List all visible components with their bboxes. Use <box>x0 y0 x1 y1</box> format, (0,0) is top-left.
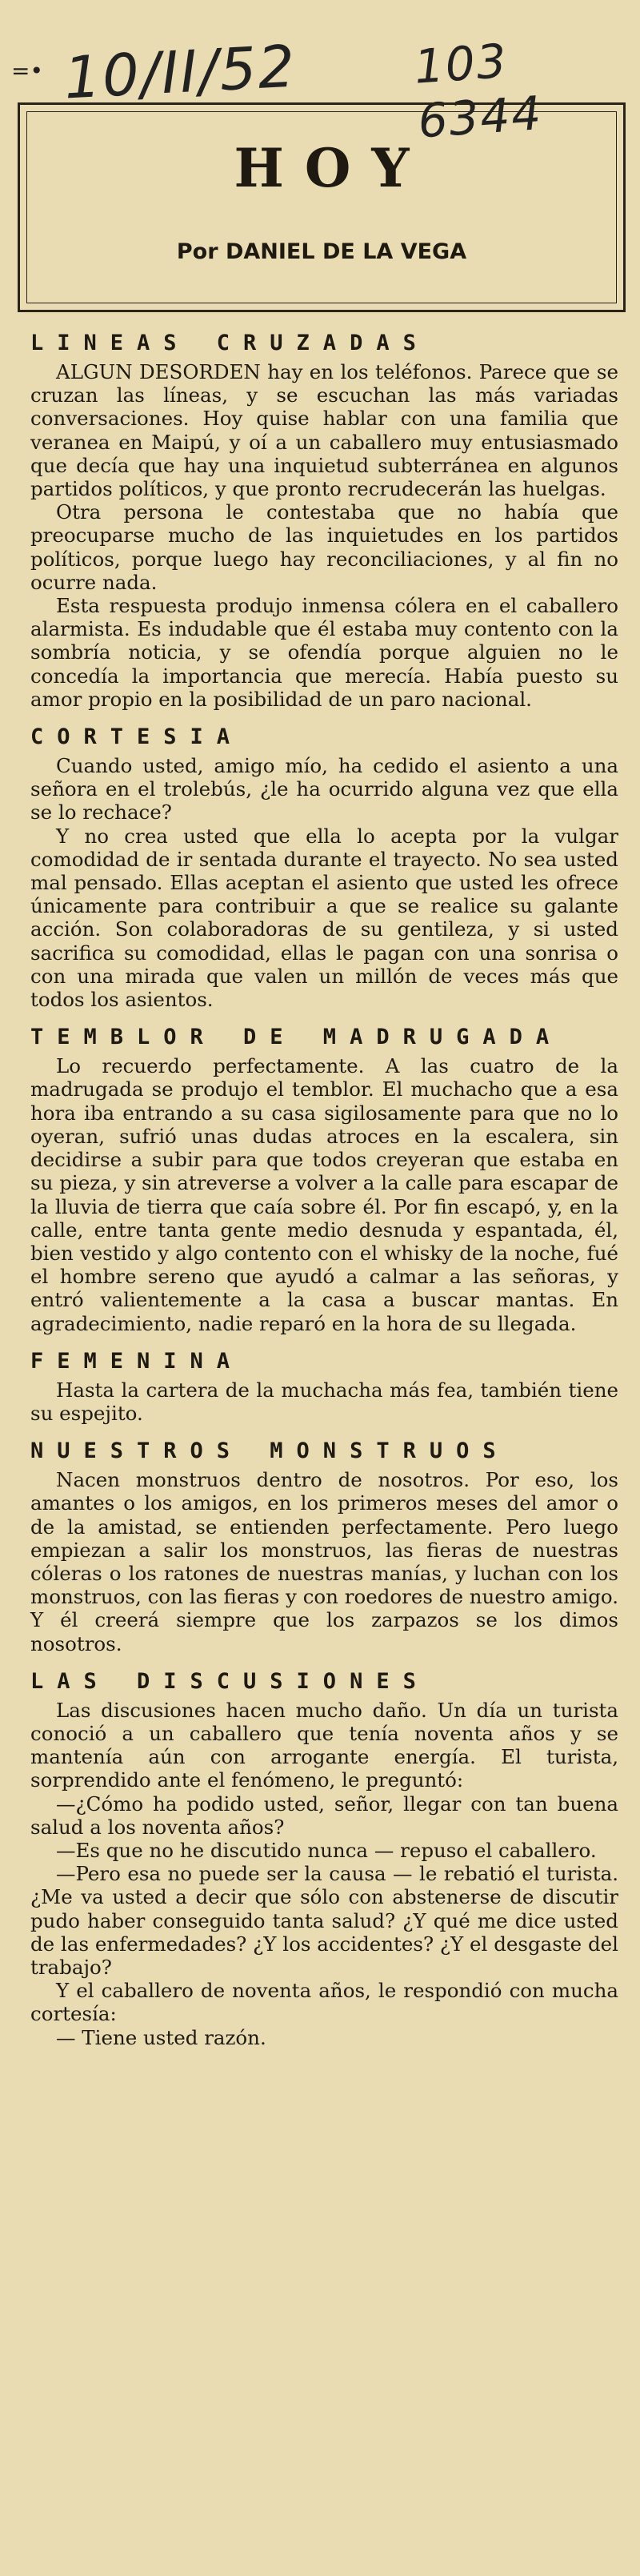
section-lineas-cruzadas <box>30 331 618 711</box>
section-femenina <box>30 1350 618 1425</box>
section-temblor-de-madrugada <box>30 1025 618 1334</box>
paragraph: Lo recuerdo perfectamente. A las cuatro de la madrugada se produjo el temblor. El muchacho que a esa hora iba entrando a su casa sigilosamente para que no lo oyeran, sufrió unas dudas atroces en la escalera, sin decidirse a subir para que todos creyeran que estaba en su pieza, y sin atreverse a volver a la calle para escapar de la lluvia de tierra que caía sobre él. Por fin escapó, y, en la calle, entre tanta gente medio desnuda y espantada, él, bien vestido y algo contento con el whisky de la noche, fué el hombre sereno que ayudó a calmar a las señoras, y entró valientemente a la casa a buscar mantas. En agradecimiento, nadie reparó en la hora de su llegada. <box>30 1054 618 1335</box>
handwritten-annotation <box>0 14 640 149</box>
section-heading: LAS DISCUSIONES <box>30 1668 430 1694</box>
section-cortesia <box>30 725 618 1011</box>
paragraph: Otra persona le contestaba que no había que preocuparse mucho de las inquietudes en los partidos políticos, porque luego hay reconciliaciones, y al fin no ocurre nada. <box>30 500 618 594</box>
paragraph: Hasta la cartera de la muchacha más fea, también tiene su espejito. <box>30 1378 618 1425</box>
paragraph: ALGUN DESORDEN hay en los teléfonos. Parece que se cruzan las líneas, y se escuchan las más variadas conversaciones. Hoy quise hablar con una familia que veranea en Maipú, y oí a un caballero muy entusiasmado que decía que hay una inquietud subterránea en algunos partidos políticos, y que pronto recrudecerán las huelgas. <box>30 360 618 501</box>
section-heading: LINEAS CRUZADAS <box>30 331 430 355</box>
paragraph: Cuando usted, amigo mío, ha cedido el asiento a una señora en el trolebús, ¿le ha ocurrido alguna vez que ella se lo rechace? <box>30 754 618 825</box>
section-las-discusiones <box>30 1670 618 2049</box>
handwritten-date: 10/II/52 <box>62 32 298 112</box>
section-heading: FEMENINA <box>30 1348 244 1374</box>
column-title: HOY <box>234 137 430 199</box>
paragraph: Esta respuesta produjo inmensa cólera en el caballero alarmista. Es indudable que él estaba muy contento con la sombría noticia, y se ofendía porque alguien no le concedía la importancia que merecía. Había puesto su amor propio en la posibilidad de un paro nacional. <box>30 594 618 711</box>
paragraph: —¿Cómo ha podido usted, señor, llegar con tan buena salud a los noventa años? <box>30 1792 618 1839</box>
section-nuestros-monstruos <box>30 1439 618 1655</box>
paragraph: Y no crea usted que ella lo acepta por la vulgar comodidad de ir sentada durante el trayecto. No sea usted mal pensado. Ellas aceptan el asiento que usted les ofrece únicamente para contribuir a que se realice su galante acción. Son colaboradoras de su gentileza, y si usted sacrifica su comodidad, ellas le pagan con una sonrisa o con una mirada que valen un millón de veces más que todos los asientos. <box>30 824 618 1012</box>
paragraph: —Pero esa no puede ser la causa — le rebatió el turista. ¿Me va usted a decir que sólo con abstenerse de discutir pudo haber conseguido tanta salud? ¿Y qué me dice usted de las enfermedades? ¿Y los accidentes? ¿Y el desgaste del trabajo? <box>30 1862 618 1979</box>
column-byline: Por DANIEL DE LA VEGA <box>176 239 467 264</box>
paragraph: —Es que no he discutido nunca — repuso el caballero. <box>56 1838 597 1862</box>
handwritten-code: 103 6344 <box>412 33 545 149</box>
section-heading: TEMBLOR DE MADRUGADA <box>30 1025 563 1050</box>
paragraph: Las discusiones hacen mucho daño. Un día un turista conoció a un caballero que tenía noventa años y se mantenía aún con arrogante energía. El turista, sorprendido ante el fenómeno, le preguntó: <box>30 1698 618 1792</box>
handwritten-mark: =• <box>11 58 43 84</box>
paragraph: Y el caballero de noventa años, le respondió con mucha cortesía: <box>30 1979 618 2026</box>
paragraph: Nacen monstruos dentro de nosotros. Por eso, los amantes o los amigos, en los primeros meses del amor o de la amistad, se entienden perfectamente. Pero luego empiezan a salir los monstruos, las fieras de nuestras cóleras o los ratones de nuestras manías, y luchan con los monstruos, con las fieras y con roedores de nuestro amigo. Y él creerá siempre que los zarpazos se los dimos nosotros. <box>30 1468 618 1655</box>
section-heading: CORTESIA <box>30 724 244 750</box>
column-header-box <box>18 102 626 312</box>
section-heading: NUESTROS MONSTRUOS <box>30 1438 510 1464</box>
paragraph: — Tiene usted razón. <box>56 2025 266 2049</box>
article-body <box>30 317 618 2049</box>
